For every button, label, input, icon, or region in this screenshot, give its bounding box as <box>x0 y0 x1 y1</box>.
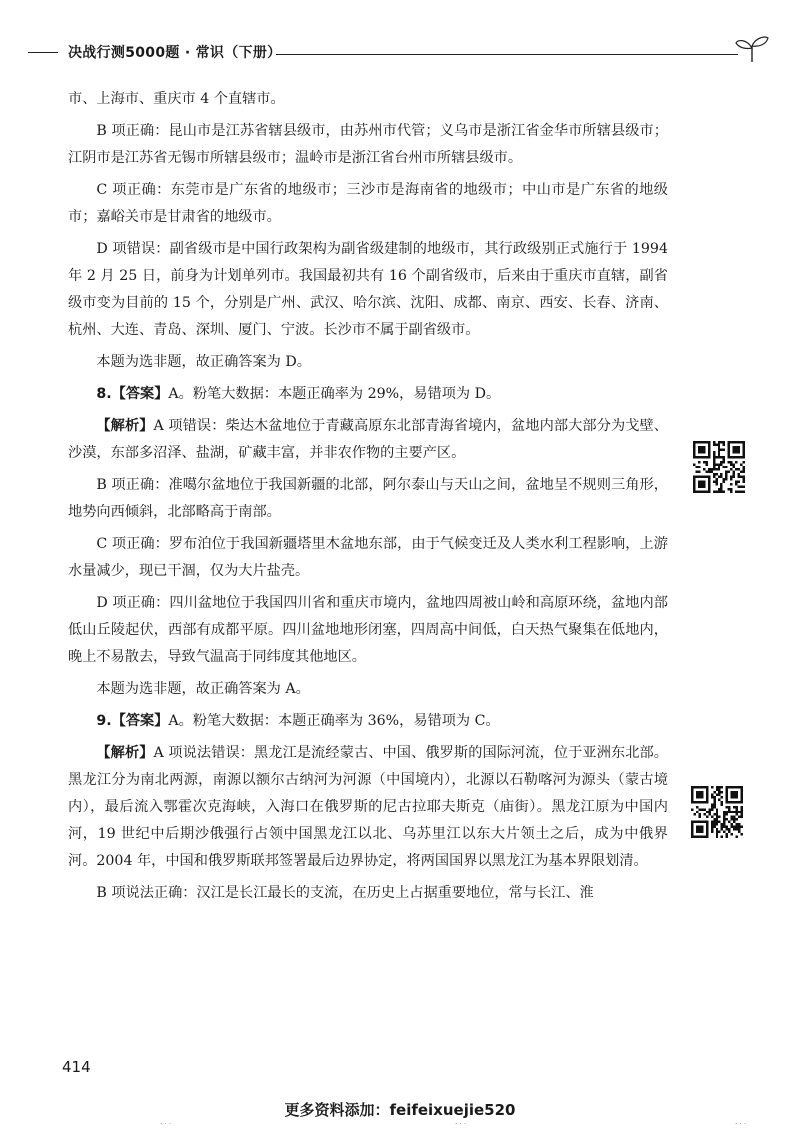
header-rule-left <box>28 52 58 53</box>
paragraph <box>68 86 668 113</box>
paragraph-text: A。粉笔大数据：本题正确率为 36%，易错项为 C。 <box>168 713 500 730</box>
paragraph-text: C 项正确：罗布泊位于我国新疆塔里木盆地东部，由于气候变迁及人类水利工程影响，上游水量减少，现已干涸，仅为大片盐壳。 <box>68 536 668 579</box>
paragraph <box>68 740 668 875</box>
paragraph <box>68 531 668 585</box>
header-rule-right <box>276 54 738 55</box>
page-number: 414 <box>62 1058 91 1076</box>
paragraph <box>68 472 668 526</box>
paragraph <box>68 413 668 467</box>
paragraph <box>68 118 668 172</box>
scan-artifact: · · · <box>455 1120 467 1128</box>
paragraph-text: D 项错误：副省级市是中国行政架构为副省级建制的地级市，其行政级别正式施行于 1994 年 2 月 25 日，前身为计划单列市。我国最初共有 16 个副省级市，后来由于重庆市直辖，副省级市变为目前的 15 个，分别是广州、武汉、哈尔滨、沈阳、成都、南京、西安、长春、济南、杭州、大连、青岛、深圳、厦门、宁波。长沙市不属于副省级市。 <box>68 241 668 338</box>
footer-note: 更多资料添加：feifeixuejie520 <box>284 1101 516 1119</box>
paragraph-text: B 项说法正确：汉江是长江最长的支流，在历史上占据重要地位，常与长江、淮 <box>96 884 594 901</box>
sprout-icon <box>734 34 770 64</box>
paragraph <box>68 590 668 671</box>
header-title: 决战行测5000题 · 常识（下册） <box>68 45 282 61</box>
scan-artifact: · · · <box>735 1120 747 1128</box>
paragraph-text: A 项错误：柴达木盆地位于青藏高原东北部青海省境内，盆地内部大部分为戈壁、沙漠，东部多沼泽、盐湖，矿藏丰富，并非农作物的主要产区。 <box>68 418 668 461</box>
answer-tag: 【解析】 <box>96 418 154 435</box>
paragraph-text: A 项说法错误：黑龙江是流经蒙古、中国、俄罗斯的国际河流，位于亚洲东北部。黑龙江分为南北两源，南源以额尔古纳河为河源（中国境内），北源以石勒喀河为源头（蒙古境内），最后流入鄂霍次克海峡，入海口在俄罗斯的尼古拉耶夫斯克（庙街）。黑龙江原为中国内河，19 世纪中后期沙俄强行占领中国黑龙江以北、乌苏里江以东大片领土之后，成为中俄界河。2004 年，中国和俄罗斯联邦签署最后边界协定，将两国国界以黑龙江为基本界限划清。 <box>68 745 668 869</box>
paragraph-text: 市、上海市、重庆市 4 个直辖市。 <box>68 91 285 107</box>
qr-code-icon <box>691 786 743 838</box>
answer-tag: 8.【答案】 <box>96 386 169 402</box>
paragraph <box>68 708 668 735</box>
running-header <box>28 34 768 70</box>
qr-code-icon <box>693 441 745 493</box>
paragraph-text: B 项正确：昆山市是江苏省辖县级市，由苏州市代管；义乌市是浙江省金华市所辖县级市；江阴市是江苏省无锡市所辖县级市；温岭市是浙江省台州市所辖县级市。 <box>68 123 668 166</box>
paragraph-text: 本题为选非题，故正确答案为 D。 <box>96 353 311 370</box>
paragraph <box>68 880 668 907</box>
paragraph <box>68 236 668 344</box>
paragraph-text: D 项正确：四川盆地位于我国四川省和重庆市境内，盆地四周被山岭和高原环绕，盆地内部低山丘陵起伏，西部有成都平原。四川盆地地形闭塞，四周高中间低，白天热气聚集在低地内，晚上不易散去，导致气温高于同纬度其他地区。 <box>68 595 668 665</box>
scan-artifact: · · · <box>160 1120 172 1128</box>
paragraph-text: 本题为选非题，故正确答案为 A。 <box>96 681 310 697</box>
paragraph-text: C 项正确：东莞市是广东省的地级市；三沙市是海南省的地级市；中山市是广东省的地级市；嘉峪关市是甘肃省的地级市。 <box>68 182 668 225</box>
paragraph <box>68 676 668 703</box>
page-body <box>68 86 668 912</box>
paragraph <box>68 177 668 231</box>
answer-tag: 【解析】 <box>96 745 154 762</box>
paragraph-text: A。粉笔大数据：本题正确率为 29%，易错项为 D。 <box>168 386 501 402</box>
paragraph-text: B 项正确：准噶尔盆地位于我国新疆的北部，阿尔泰山与天山之间，盆地呈不规则三角形，地势向西倾斜，北部略高于南部。 <box>68 477 668 520</box>
paragraph <box>68 349 668 376</box>
answer-tag: 9.【答案】 <box>96 713 169 730</box>
paragraph <box>68 381 668 408</box>
